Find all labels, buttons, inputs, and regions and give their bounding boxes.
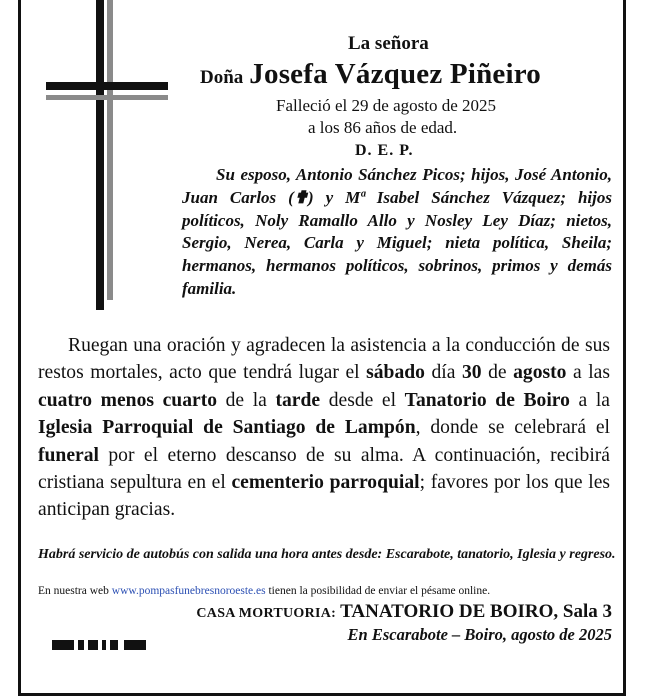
death-date: Falleció el 29 de agosto de 2025 [276, 96, 497, 115]
departure-place: Tanatorio de Boiro [404, 389, 570, 411]
web-prefix: En nuestra web [38, 585, 112, 597]
church-name: Iglesia Parroquial de Santiago de Lampón [38, 417, 416, 439]
mortuary-value: TANATORIO DE BOIRO, Sala 3 [340, 601, 612, 622]
notice-title: La señora [348, 33, 429, 54]
rip-text: D. E. P. [355, 142, 414, 159]
age-text: a los 86 años de edad. [308, 118, 458, 137]
body-text: a la [569, 389, 610, 411]
web-suffix: tienen la posibilidad de enviar el pésame online. [265, 585, 491, 597]
deceased-name-line [200, 58, 541, 91]
ceremony-time: cuatro menos cuarto [38, 389, 218, 411]
bus-notice: Habrá servicio de autobús con salida una hora antes desde: Escarabote, tanatorio, Iglesia y regreso. [38, 547, 616, 562]
body-text: día [424, 362, 462, 384]
ceremony-month: agosto [513, 362, 567, 384]
mortuary-label: CASA MORTUORIA: [196, 606, 337, 621]
body-text: , donde se celebrará el [415, 417, 610, 439]
body-text: ; favores por los que les anticipan gracias. [38, 472, 611, 521]
ceremony-date: 30 [461, 362, 482, 384]
qr-code-icon [52, 640, 148, 650]
ceremony-day: sábado [366, 362, 425, 384]
ceremony-paragraph [38, 332, 610, 524]
family-text-1: Su esposo, Antonio Sánchez Picos; hijos, José Antonio, Juan Carlos ( [182, 165, 612, 207]
name-prefix: Doña [200, 67, 244, 88]
website-link[interactable]: www.pompasfunebresnoroeste.es [111, 585, 266, 597]
funeral-word: funeral [38, 444, 99, 466]
ceremony-afternoon: tarde [275, 389, 321, 411]
mortuary-line [196, 601, 612, 623]
family-text-2: ) y Mª Isabel Sánchez Vázquez; hijos políticos, Noly Ramallo Allo y Nosley Ley Díaz; nietos, Sergio, Nerea, Carla y Miguel; nieta política, Sheila; hermanos, hermanos políticos, sobrinos, primos y demás familia. [182, 187, 612, 298]
body-text: de la [217, 389, 276, 411]
deceased-name: Josefa Vázquez Piñeiro [249, 58, 541, 90]
web-note [38, 585, 490, 597]
body-text: desde el [320, 389, 405, 411]
body-text: Ruegan una oración y agradecen la asistencia a la conducción de sus restos mortales, acto que tendrá lugar el [38, 335, 610, 384]
place-date: En Escarabote – Boiro, agosto de 2025 [347, 625, 612, 644]
body-text: por el eterno descanso de su alma. A continuación, recibirá cristiana sepultura en el [38, 444, 610, 494]
cemetery-name: cementerio parroquial [231, 472, 420, 494]
body-text: de [481, 362, 514, 384]
family-list [182, 164, 612, 301]
body-text: a las [566, 362, 611, 384]
deceased-cross-icon: ✟ [293, 187, 309, 207]
